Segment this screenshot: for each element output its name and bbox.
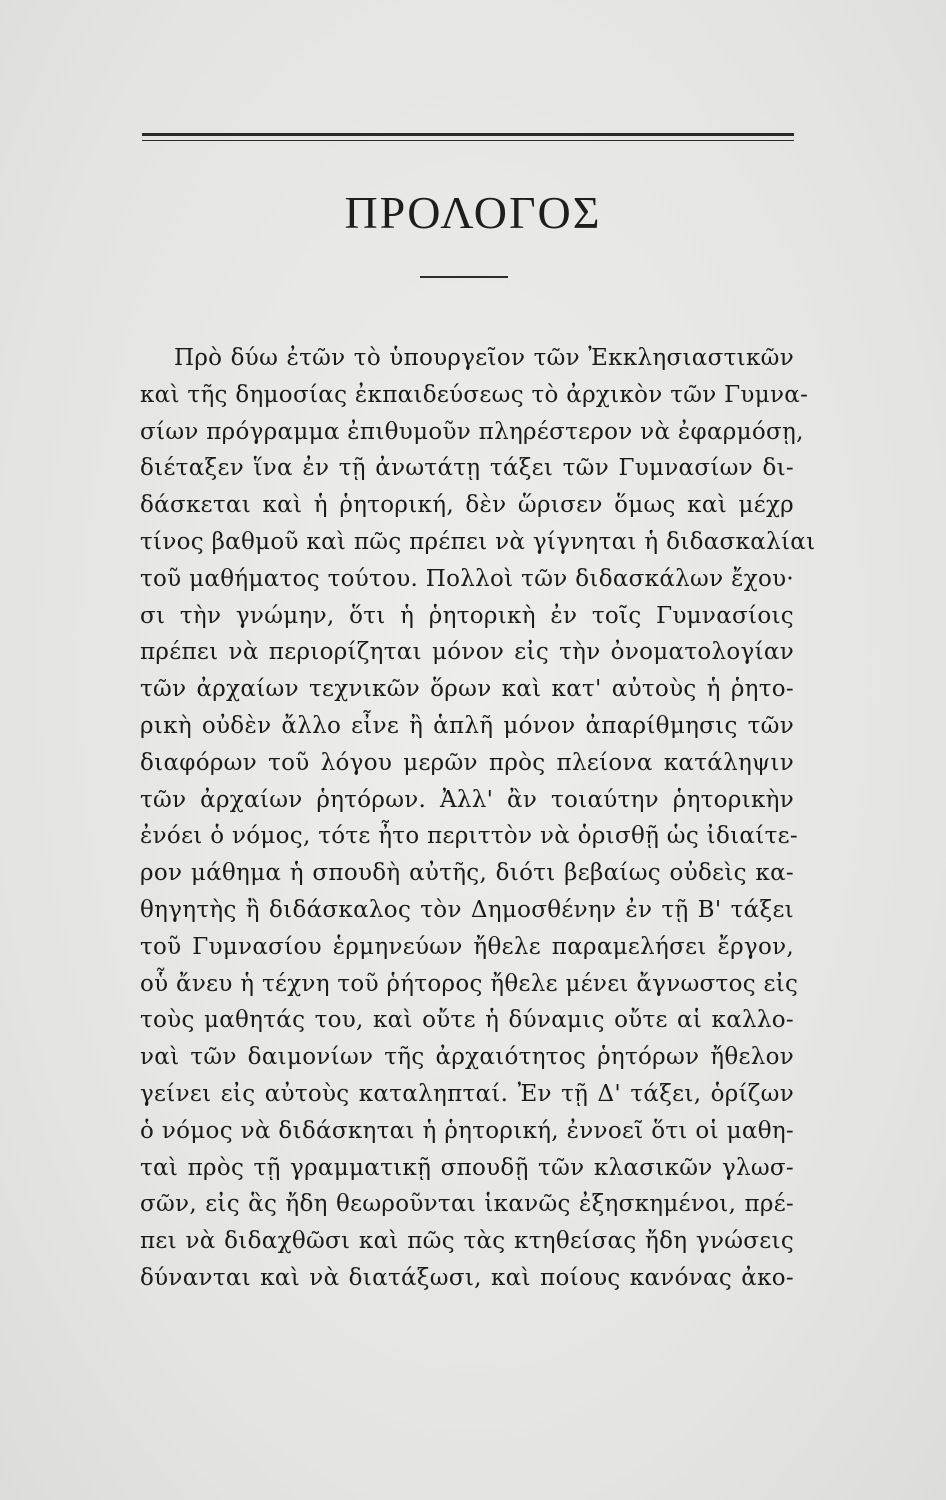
text-line: καὶ τῆς δημοσίας ἐκπαιδεύσεως τὸ ἀρχικὸν τῶν Γυμνα- — [140, 381, 809, 408]
header-rule-thick — [142, 133, 794, 136]
text-line: οὗ ἄνευ ἡ τέχνη τοῦ ῥήτορος ἤθελε μένει ἄγνωστος εἰς — [140, 970, 799, 997]
text-line: πει νὰ διδαχθῶσι καὶ πῶς τὰς κτηθείσας ἤδη γνώσεις — [140, 1228, 794, 1255]
text-line: τῶν ἀρχαίων τεχνικῶν ὅρων καὶ κατ' αὐτοὺς ἡ ῥητο- — [140, 676, 794, 703]
text-line: σίων πρόγραμμα ἐπιθυμοῦν πληρέστερον νὰ ἐφαρμόσῃ, — [140, 418, 804, 445]
text-line: ρον μάθημα ἡ σπουδὴ αὐτῆς, διότι βεβαίως οὐδεὶς κα- — [140, 860, 794, 887]
text-line: Πρὸ δύω ἐτῶν τὸ ὑπουργεῖον τῶν Ἐκκλησιαστικῶν — [174, 345, 794, 371]
text-line: θηγητὴς ἢ διδάσκαλος τὸν Δημοσθένην ἐν τῇ Β' τάξει — [140, 896, 794, 923]
text-line: ἐνόει ὁ νόμος, τότε ἦτο περιττὸν νὰ ὁρισθῇ ὡς ἰδιαίτε- — [140, 823, 798, 850]
text-line: γείνει εἰς αὐτοὺς καταληπταί. Ἐν τῇ Δ' τάξει, ὁρίζων — [140, 1080, 794, 1107]
text-line: τοῦ Γυμνασίου ἑρμηνεύων ἤθελε παραμελήσει ἔργον, — [140, 933, 794, 960]
prologue-body — [140, 340, 816, 1297]
text-line: δύνανται καὶ νὰ διατάξωσι, καὶ ποίους κανόνας ἀκο- — [140, 1264, 794, 1291]
text-line: ναὶ τῶν δαιμονίων τῆς ἀρχαιότητος ῥητόρων ἤθελον — [140, 1044, 794, 1071]
text-line: ταὶ πρὸς τῇ γραμματικῇ σπουδῇ τῶν κλασικῶν γλωσ- — [140, 1154, 794, 1181]
text-line: τίνος βαθμοῦ καὶ πῶς πρέπει νὰ γίγνηται ἡ διδασκαλίαι — [140, 528, 816, 555]
text-line: σῶν, εἰς ἃς ἤδη θεωροῦνται ἱκανῶς ἐξησκημένοι, πρέ- — [140, 1191, 794, 1218]
text-line: διέταξεν ἵνα ἐν τῇ ἀνωτάτῃ τάξει τῶν Γυμνασίων δι- — [140, 455, 794, 482]
text-line: δάσκεται καὶ ἡ ῥητορική, δὲν ὥρισεν ὅμως καὶ μέχρ — [140, 492, 794, 519]
title-divider — [420, 276, 508, 278]
text-line: τοὺς μαθητάς του, καὶ οὔτε ἡ δύναμις οὔτε αἱ καλλο- — [140, 1007, 794, 1034]
text-line: ρικὴ οὐδὲν ἄλλο εἶνε ἢ ἁπλῆ μόνον ἀπαρίθμησις τῶν — [140, 712, 794, 739]
text-line: τῶν ἀρχαίων ῥητόρων. Ἀλλ' ἂν τοιαύτην ῥητορικὴν — [140, 786, 794, 813]
page-title: ΠΡΟΛΟΓΟΣ — [344, 187, 602, 238]
text-line: σι τὴν γνώμην, ὅτι ἡ ῥητορικὴ ἐν τοῖς Γυμνασίοις — [140, 602, 794, 629]
text-line: πρέπει νὰ περιορίζηται μόνον εἰς τὴν ὀνοματολογίαν — [140, 639, 794, 666]
header-rule-thin — [142, 140, 794, 141]
text-line: διαφόρων τοῦ λόγου μερῶν πρὸς πλείονα κατάληψιν — [140, 749, 794, 776]
text-line: ὁ νόμος νὰ διδάσκηται ἡ ῥητορική, ἐννοεῖ ὅτι οἱ μαθη- — [140, 1117, 794, 1144]
text-line: τοῦ μαθήματος τούτου. Πολλοὶ τῶν διδασκάλων ἔχου· — [140, 565, 794, 592]
